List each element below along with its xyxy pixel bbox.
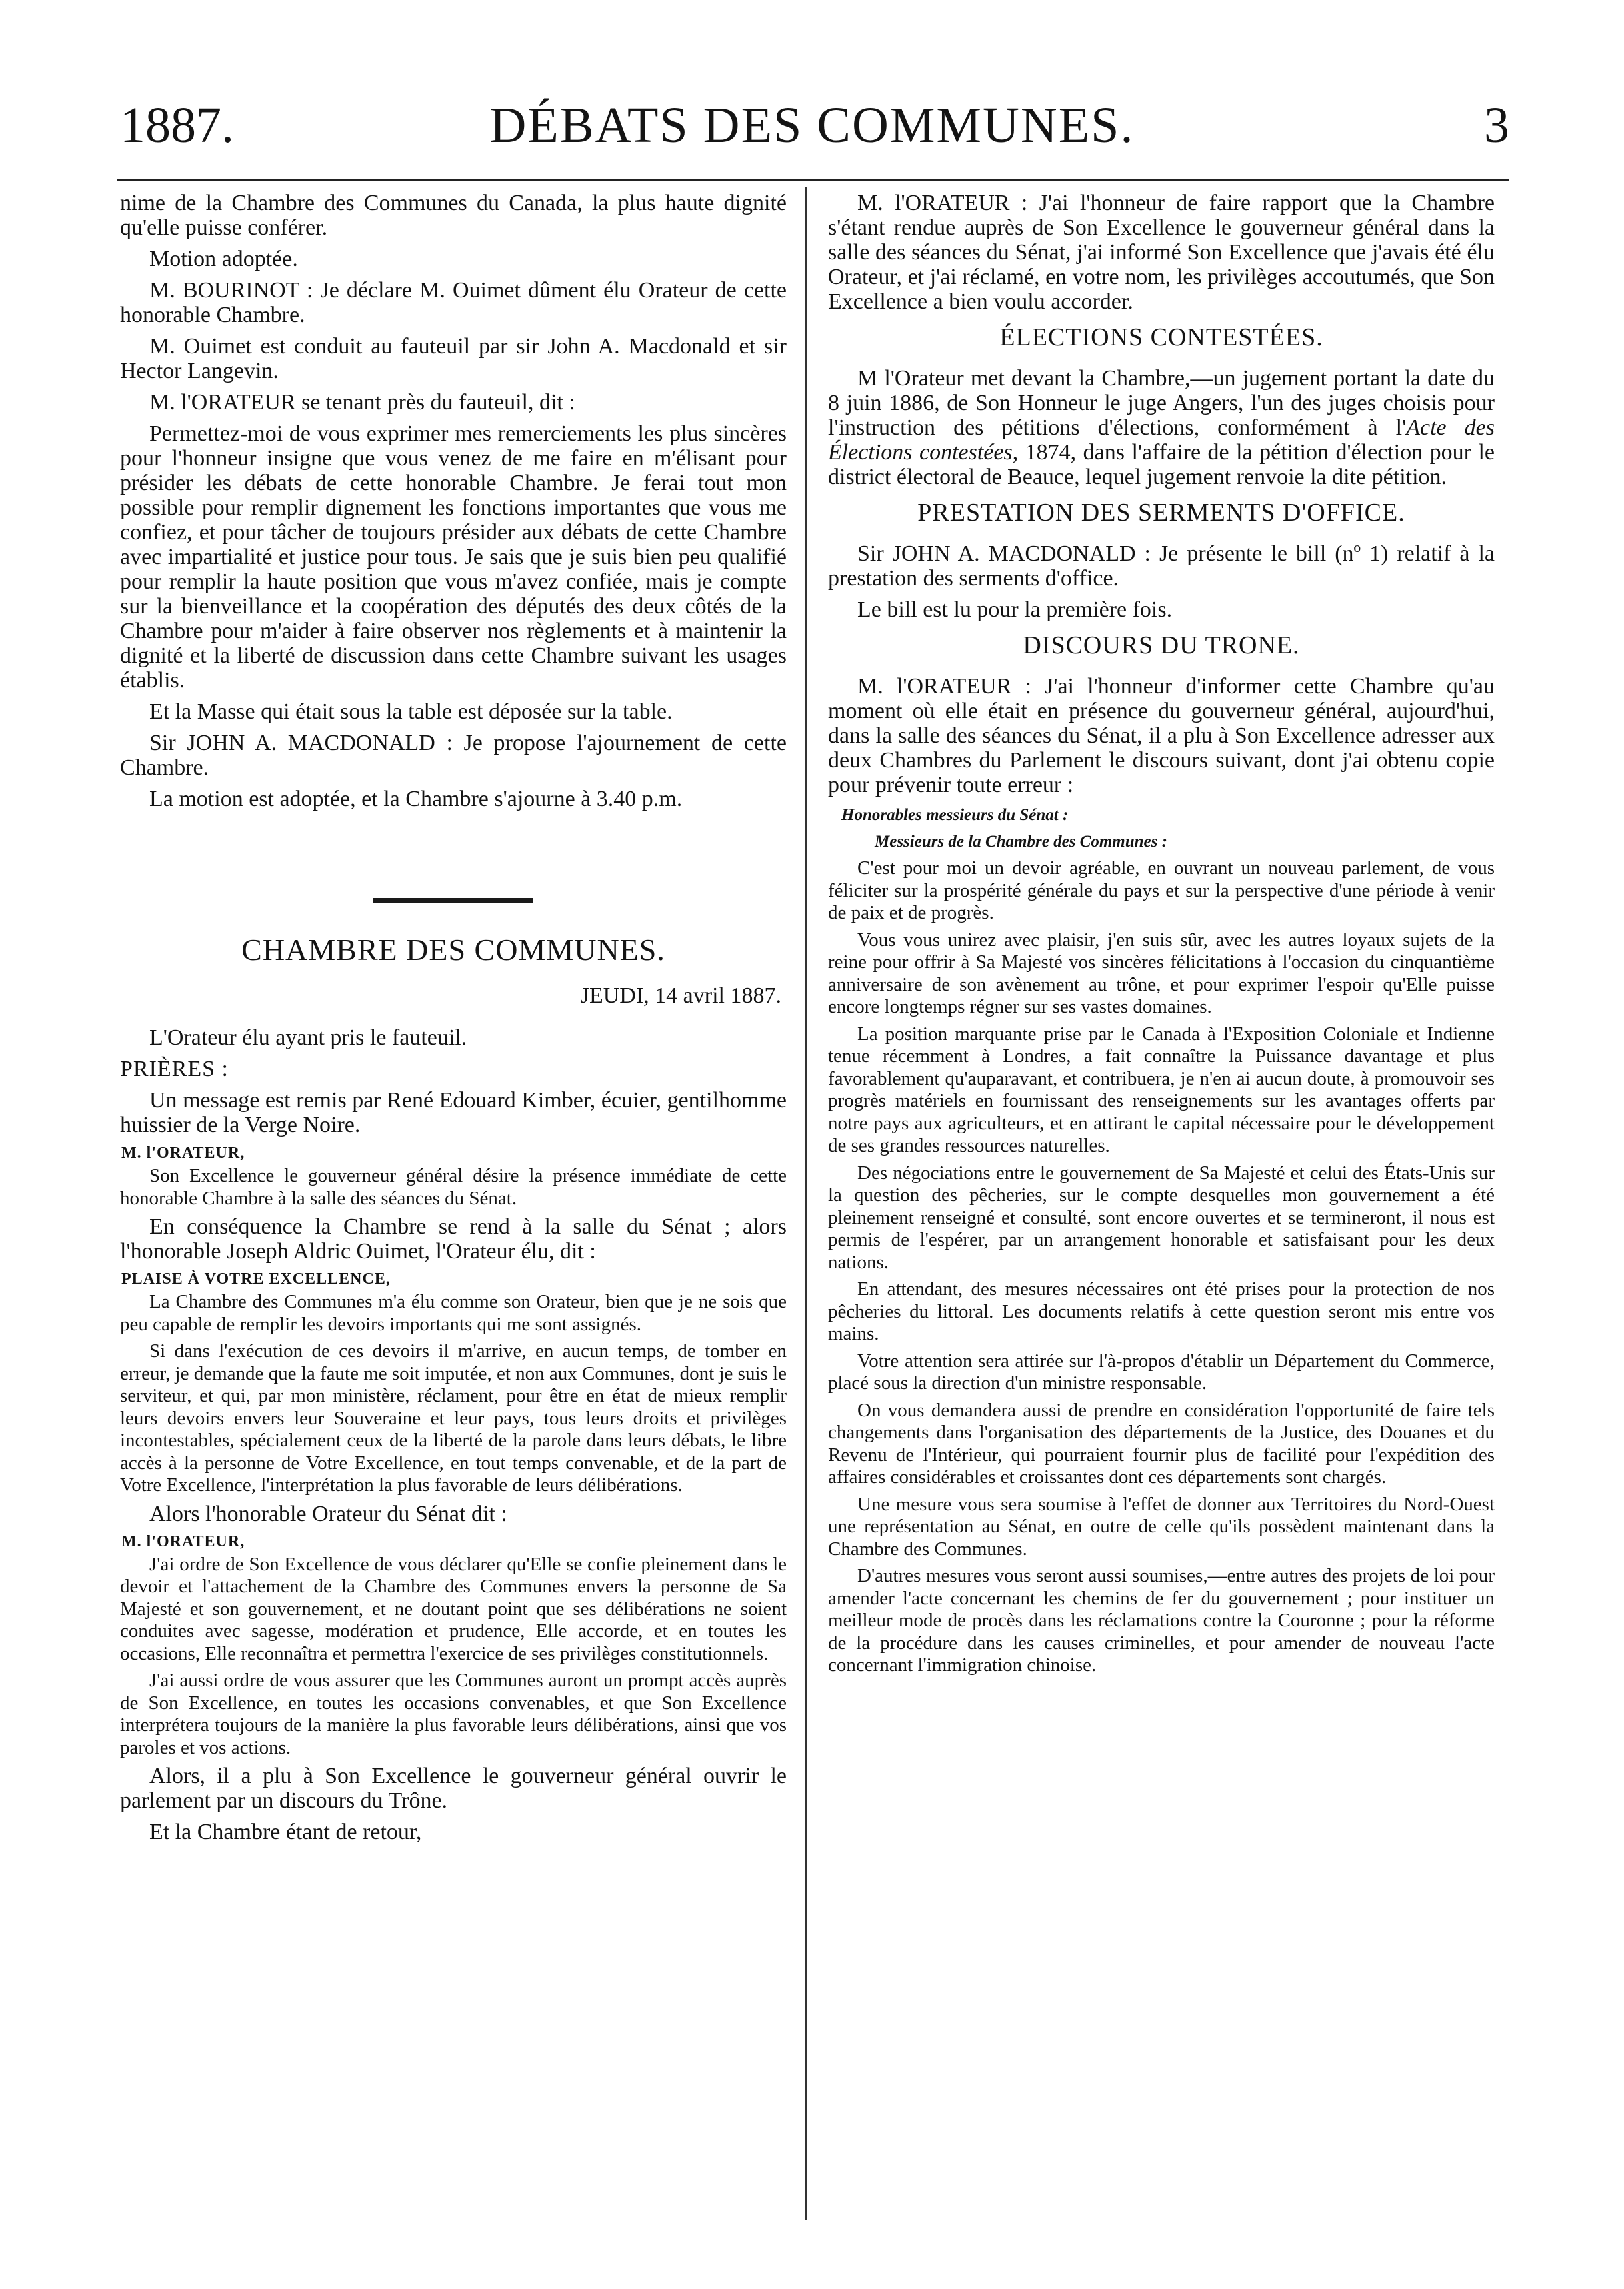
section-gap	[120, 818, 787, 898]
text-run: , 1874, dans l'affaire de la pétition d'élection pour le district électoral de Beauce, lequel jugement renvoie la dite pétition.	[828, 440, 1495, 489]
section-heading: CHAMBRE DES COMMUNES.	[241, 933, 665, 967]
speech-paragraph: On vous demandera aussi de prendre en considération l'opportunité de faire tels changements dans l'organisation des départements de la Justice, des Douanes et du Revenu de l'Intérieur, qui pourraient fournir plus de facilité pour l'expédition des affaires considérables et croissantes dont ces départements sont chargés.	[828, 1399, 1495, 1488]
paragraph: L'Orateur élu ayant pris le fauteuil.	[149, 1025, 467, 1050]
salutation: Messieurs de la Chambre des Communes :	[875, 833, 1167, 851]
paragraph: M. BOURINOT : Je déclare M. Ouimet dûment élu Orateur de cette honorable Chambre.	[120, 278, 787, 327]
paragraph: M. Ouimet est conduit au fauteuil par sir John A. Macdonald et sir Hector Langevin.	[120, 334, 787, 383]
quoted-paragraph: Son Excellence le gouverneur général désire la présence immédiate de cette honorable Chambre à la salle des séances du Sénat.	[120, 1165, 787, 1209]
prayers-label: PRIÈRES :	[120, 1057, 229, 1081]
speech-paragraph: C'est pour moi un devoir agréable, en ouvrant un nouveau parlement, de vous féliciter sur la prospérité générale du pays et sur la perspective d'une période à venir de paix et de progrès.	[828, 857, 1495, 923]
quoted-paragraph: J'ai ordre de Son Excellence de vous déclarer qu'Elle se confie pleinement dans le devoir et l'attachement de la Chambre des Communes envers la personne de Sa Majesté et son gouvernement, et ne doutant point que ses délibérations ne soient conduites avec sagesse, modération et prudence, Elle accorde, et en toutes les occasions, Elle reconnaîtra et permettra l'exercice de ses privilèges constitutionnels.	[120, 1553, 787, 1664]
paragraph: La motion est adoptée, et la Chambre s'ajourne à 3.40 p.m.	[149, 787, 683, 811]
paragraph: En conséquence la Chambre se rend à la salle du Sénat ; alors l'honorable Joseph Aldric Ouimet, l'Orateur élu, dit :	[120, 1214, 787, 1264]
speech-paragraph: Permettez-moi de vous exprimer mes remerciements les plus sincères pour l'honneur insigne que vous venez de me faire en m'élisant pour présider les débats de cette honorable Chambre. Je ferai tout mon possible pour remplir dignement les fonctions importantes que vous me confiez, et pour tâcher de toujours présider aux débats de cette Chambre avec impartialité et justice pour tous. Je sais que je suis bien peu qualifié pour remplir la haute position que vous m'avez confiée, mais je compte sur la bienveillance et la coopération des députés des deux côtés de la Chambre pour m'aider à faire observer nos règlements et à maintenir la dignité et la liberté de discussion dans cette Chambre suivant les usages établis.	[120, 421, 787, 693]
paragraph: Et la Chambre étant de retour,	[149, 1820, 422, 1844]
paragraph: Motion adoptée.	[149, 247, 298, 271]
paragraph: Sir JOHN A. MACDONALD : Je propose l'ajournement de cette Chambre.	[120, 731, 787, 780]
speech-paragraph: La position marquante prise par le Canada à l'Exposition Coloniale et Indienne tenue récemment à Londres, a fait connaître la Puissance davantage et plus favorablement qu'auparavant, et contribuera, je n'en ai aucun doute, à promouvoir ses progrès matériels en fournissant des renseignements sur les avantages offerts par notre pays aux agriculteurs, et en attirant le capital nécessaire pour le développement de ses grandes ressources naturelles.	[828, 1023, 1495, 1156]
paragraph: Sir JOHN A. MACDONALD : Je présente le bill (nº 1) relatif à la prestation des serments d'office.	[828, 541, 1495, 591]
speech-paragraph: Votre attention sera attirée sur l'à-propos d'établir un Département du Commerce, placé sous la direction d'un ministre responsable.	[828, 1350, 1495, 1394]
column-divider	[805, 187, 807, 2220]
address-label: M. l'ORATEUR,	[121, 1144, 245, 1162]
paragraph: Alors, il a plu à Son Excellence le gouverneur général ouvrir le parlement par un discours du Trône.	[120, 1764, 787, 1813]
quoted-paragraph: La Chambre des Communes m'a élu comme son Orateur, bien que je ne sois que peu capable de remplir les devoirs importants qui me sont assignés.	[120, 1291, 787, 1335]
text-run: M l'Orateur met devant la Chambre,—un jugement portant la date du 8 juin 1886, de Son Honneur le juge Angers, l'un des juges choisis pour l'instruction des pétitions d'élections, conformément à l'	[828, 366, 1495, 440]
paragraph: M. l'ORATEUR se tenant près du fauteuil, dit :	[149, 390, 575, 415]
paragraph: M. l'ORATEUR : J'ai l'honneur d'informer cette Chambre qu'au moment où elle était en présence du gouverneur général, aujourd'hui, dans la salle des séances du Sénat, il a plu à Son Excellence adresser aux deux Chambres du Parlement le discours suivant, dont j'ai obtenu copie pour prévenir toute erreur :	[828, 674, 1495, 797]
address-label: M. l'ORATEUR,	[121, 1532, 245, 1550]
paragraph: nime de la Chambre des Communes du Canada, la plus haute dignité qu'elle puisse conférer.	[120, 191, 787, 240]
quoted-paragraph: J'ai aussi ordre de vous assurer que les Communes auront un prompt accès auprès de Son Excellence, en toutes les occasions convenables, et que Son Excellence interprétera toujours de la manière la plus favorable leurs délibérations, ainsi que vos paroles et vos actions.	[120, 1670, 787, 1758]
speech-paragraph: En attendant, des mesures nécessaires ont été prises pour la protection de nos pêcheries du littoral. Les documents relatifs à cette question seront mis entre vos mains.	[828, 1278, 1495, 1344]
header-title: DÉBATS DES COMMUNES.	[489, 97, 1135, 153]
left-column	[120, 191, 787, 1851]
paragraph	[828, 366, 1495, 489]
speech-paragraph: Des négociations entre le gouvernement de Sa Majesté et celui des États-Unis sur la question des pêcheries, sur le compte desquelles mon gouvernement a été pleinement renseigné et consulté, sont encore ouvertes et se termineront, il nous est permis de l'espérer, par un arrangement honorable et satisfaisant pour les deux nations.	[828, 1162, 1495, 1273]
speech-paragraph: Vous vous unirez avec plaisir, j'en suis sûr, avec les autres loyaux sujets de la reine pour offrir à Sa Majesté vos sincères félicitations à l'occasion du cinquantième anniversaire de son avènement au trône, et pour exprimer l'espoir qu'Elle puisse encore longtemps régner sur ses vastes domaines.	[828, 929, 1495, 1017]
right-column	[828, 191, 1495, 1682]
header-year: 1887.	[120, 97, 234, 153]
salutation: Honorables messieurs du Sénat :	[841, 806, 1069, 824]
quoted-paragraph: Si dans l'exécution de ces devoirs il m'arrive, en aucun temps, de tomber en erreur, je demande que la faute me soit imputée, et non aux Communes, dont je suis le serviteur, et qui, par mon ministère, réclament, pour être en état de mieux remplir leurs devoirs envers leur Souveraine et leur pays, tous leurs droits et privilèges incontestables, spécialement ceux de la liberté de la parole dans leurs débats, le libre accès à la personne de Votre Excellence, en tout temps convenable, et de la part de Votre Excellence, l'interprétation la plus favorable de leurs délibérations.	[120, 1340, 787, 1496]
date-line: JEUDI, 14 avril 1887.	[580, 983, 781, 1008]
paragraph: M. l'ORATEUR : J'ai l'honneur de faire rapport que la Chambre s'étant rendue auprès de Son Excellence le gouverneur général dans la salle des séances du Sénat, j'ai informé Son Excellence que j'avais été élu Orateur, et j'ai réclamé, en votre nom, les privilèges accoutumés, que Son Excellence a bien voulu accorder.	[828, 191, 1495, 314]
section-heading: PRESTATION DES SERMENTS D'OFFICE.	[917, 499, 1405, 527]
section-heading: ÉLECTIONS CONTESTÉES.	[999, 323, 1323, 351]
ornament-rule	[373, 898, 533, 903]
address-label: PLAISE À VOTRE EXCELLENCE,	[121, 1270, 391, 1288]
italic-act-title: Acte des Élections contestées	[828, 415, 1495, 465]
speech-paragraph: D'autres mesures vous seront aussi soumises,—entre autres des projets de loi pour amender l'acte concernant les chemins de fer du gouvernement ; pour instituer un meilleur mode de procès dans les réclamations contre la Couronne ; pour la réforme de la procédure dans les causes criminelles, et pour amender de nouveau l'acte concernant l'immigration chinoise.	[828, 1565, 1495, 1676]
section-heading: DISCOURS DU TRONE.	[1023, 631, 1300, 659]
paragraph: Le bill est lu pour la première fois.	[857, 597, 1173, 622]
paragraph: Un message est remis par René Edouard Kimber, écuier, gentilhomme huissier de la Verge Noire.	[120, 1088, 787, 1137]
paragraph: Alors l'honorable Orateur du Sénat dit :	[149, 1501, 507, 1526]
speech-paragraph: Une mesure vous sera soumise à l'effet de donner aux Territoires du Nord-Ouest une représentation au Sénat, en outre de celle qu'ils possèdent maintenant dans la Chambre des Communes.	[828, 1493, 1495, 1560]
header-rule	[117, 179, 1509, 181]
header-page-number: 3	[1484, 97, 1509, 153]
paragraph: Et la Masse qui était sous la table est déposée sur la table.	[149, 699, 673, 724]
